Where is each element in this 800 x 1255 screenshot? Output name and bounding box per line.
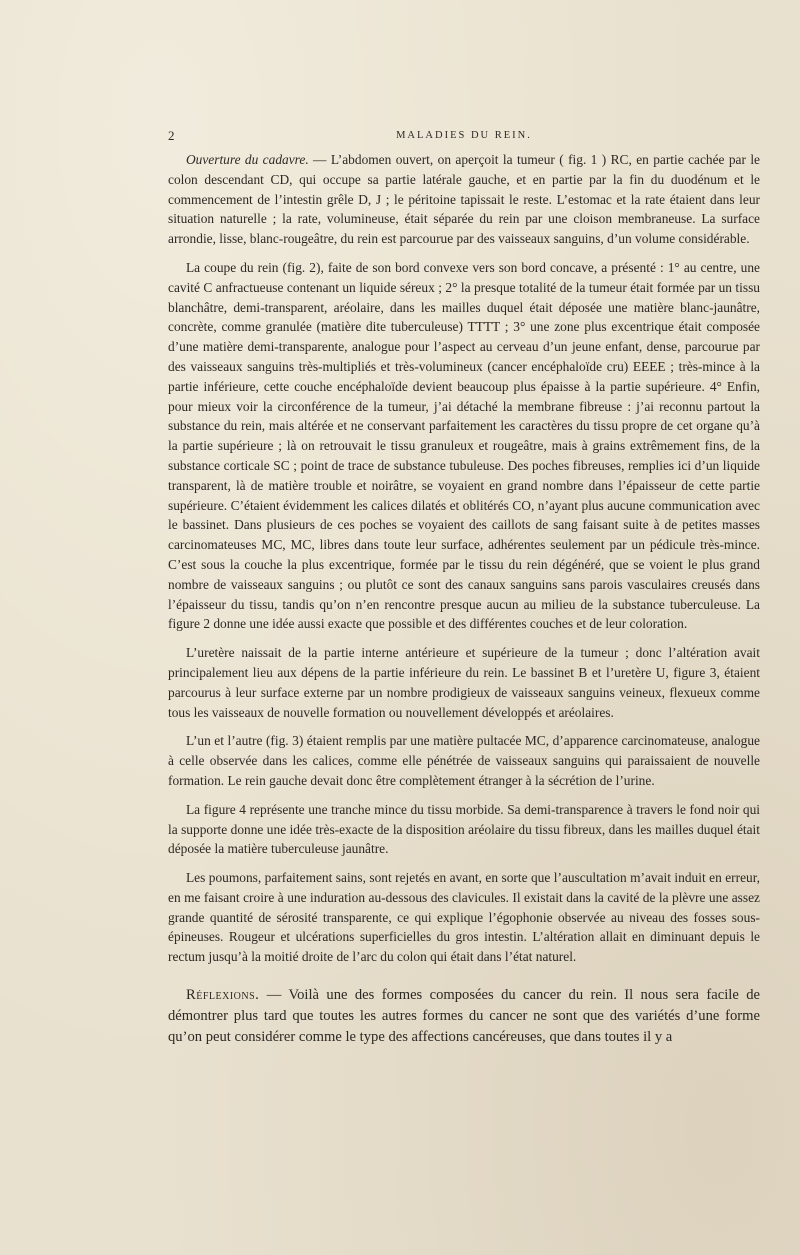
- paragraph-pultaceous-matter: L’un et l’autre (fig. 3) étaient remplis par une matière pultacée MC, d’apparence carcinomateuse, analogue à celle observée dans les calices, comme elle pénétrée de vaisseaux sanguins qui paraissaient de nouvelle formation. Le rein gauche devait donc être complètement étranger à la sécrétion de l’urine.: [168, 733, 760, 788]
- section-lead-autopsy: Ouverture du cadavre.: [186, 152, 309, 167]
- page-number: 2: [168, 128, 176, 143]
- paragraph-autopsy: [168, 150, 760, 249]
- paragraph-reflections: [168, 985, 760, 1048]
- paragraph-lungs: Les poumons, parfaitement sains, sont rejetés en avant, en sorte que l’auscultation m’avait induit en erreur, en me faisant croire à une induration au-dessous des clavicules. Il existait dans la cavité de la plèvre une assez grande quantité de sérosité transparente, ce qui explique l’égophonie observée au niveau des fosses sous-épineuses. Rougeur et ulcérations superficielles du gros intestin. L’altération allait en diminuant depuis le rectum jusqu’à la moitié droite de l’arc du colon qui était dans l’état naturel.: [168, 870, 760, 965]
- paragraph-ureter: L’uretère naissait de la partie interne antérieure et supérieure de la tumeur ; donc l’altération avait principalement lieu aux dépens de la partie inférieure du rein. Le bassinet B et l’uretère U, figure 3, étaient parcourus à leur surface externe par un nombre prodigieux de vaisseaux sanguins veineux, flexueux comme tous les vaisseaux de nouvelle formation ou nouvellement développés et aréolaires.: [168, 645, 760, 720]
- page-header: [168, 128, 760, 146]
- paragraph-kidney-section: La coupe du rein (fig. 2), faite de son bord convexe vers son bord concave, a présenté : 1° au centre, une cavité C anfractueuse contenant un liquide séreux ; 2° la presque totalité de la tumeur était formée par un tissu blanchâtre, demi-transparent, aréolaire, dans les mailles duquel était déposée une matière blanc-jaunâtre, concrète, comme granulée (matière dite tuberculeuse) TTTT ; 3° une zone plus excentrique était composée d’une matière demi-transparente, analogue pour l’aspect au cerveau d’un jeune enfant, dense, parcourue par des vaisseaux sanguins très-multipliés et très-volumineux (cancer encéphaloïde cru) EEEE ; très-mince à la partie inférieure, cette couche encéphaloïde devient beaucoup plus épaisse à la partie supérieure. 4° Enfin, pour mieux voir la circonférence de la tumeur, j’ai détaché la membrane fibreuse : j’ai reconnu partout la substance du rein, mais altérée et ne conservant parfaitement les caractères du tissu propre de cet organe qu’à la partie supérieure ; là on retrouvait le tissu granuleux et rougeâtre, mais à grains extrêmement fins, de la substance corticale SC ; point de trace de substance tubuleuse. Des poches fibreuses, remplies ici d’un liquide transparent, là de matière trouble et noirâtre, se voyaient en grand nombre dans l’épaisseur de cette partie supérieure. C’étaient évidemment les calices dilatés et oblitérés CO, n’ayant plus aucune communication avec le bassinet. Dans plusieurs de ces poches se voyaient des caillots de sang faisant suite à de petites masses carcinomateuses MC, MC, libres dans toute leur surface, adhérentes seulement par un pédicule très-mince. C’est sous la couche la plus excentrique, formée par le tissu du rein dégénéré, que se voient le plus grand nombre de vaisseaux sanguins ; ou plutôt ce sont des canaux sanguins sans parois vasculaires creusés dans l’épaisseur du tissu, tandis qu’on n’en rencontre presque aucun au milieu de la substance tuberculeuse. La figure 2 donne une idée aussi exacte que possible et des différentes couches et de leur coloration.: [168, 259, 760, 632]
- running-title: MALADIES DU REIN.: [396, 130, 532, 141]
- book-page: [168, 128, 760, 1057]
- paragraph-autopsy-text: — L’abdomen ouvert, on aperçoit la tumeur ( fig. 1 ) RC, en partie cachée par le colon descendant CD, qui occupe sa partie latérale gauche, et en partie par la fin du duodénum et le commencement de l’intestin grêle D, J ; le péritoine tapissait le reste. L’estomac et la rate étaient dans leur situation naturelle ; la rate, volumineuse, était séparée du rein par une cloison membraneuse. La surface arrondie, lisse, blanc-rougeâtre, du rein est parcourue par des vaisseaux sanguins, d’un volume considérable.: [168, 152, 760, 247]
- paragraph-figure-4: La figure 4 représente une tranche mince du tissu morbide. Sa demi-transparence à travers le fond noir qui la supporte donne une idée très-exacte de la disposition aréolaire du tissu fibreux, dans les mailles duquel était déposée la matière tuberculeuse jaunâtre.: [168, 801, 760, 857]
- section-lead-reflections: Réflexions.: [186, 987, 260, 1004]
- paragraph-reflections-text: — Voilà une des formes composées du cancer du rein. Il nous sera facile de démontrer plus tard que toutes les autres formes du cancer ne sont que des variétés d’une forme qu’on peut considérer comme le type des affections cancéreuses, que dans toutes il y a: [168, 987, 760, 1046]
